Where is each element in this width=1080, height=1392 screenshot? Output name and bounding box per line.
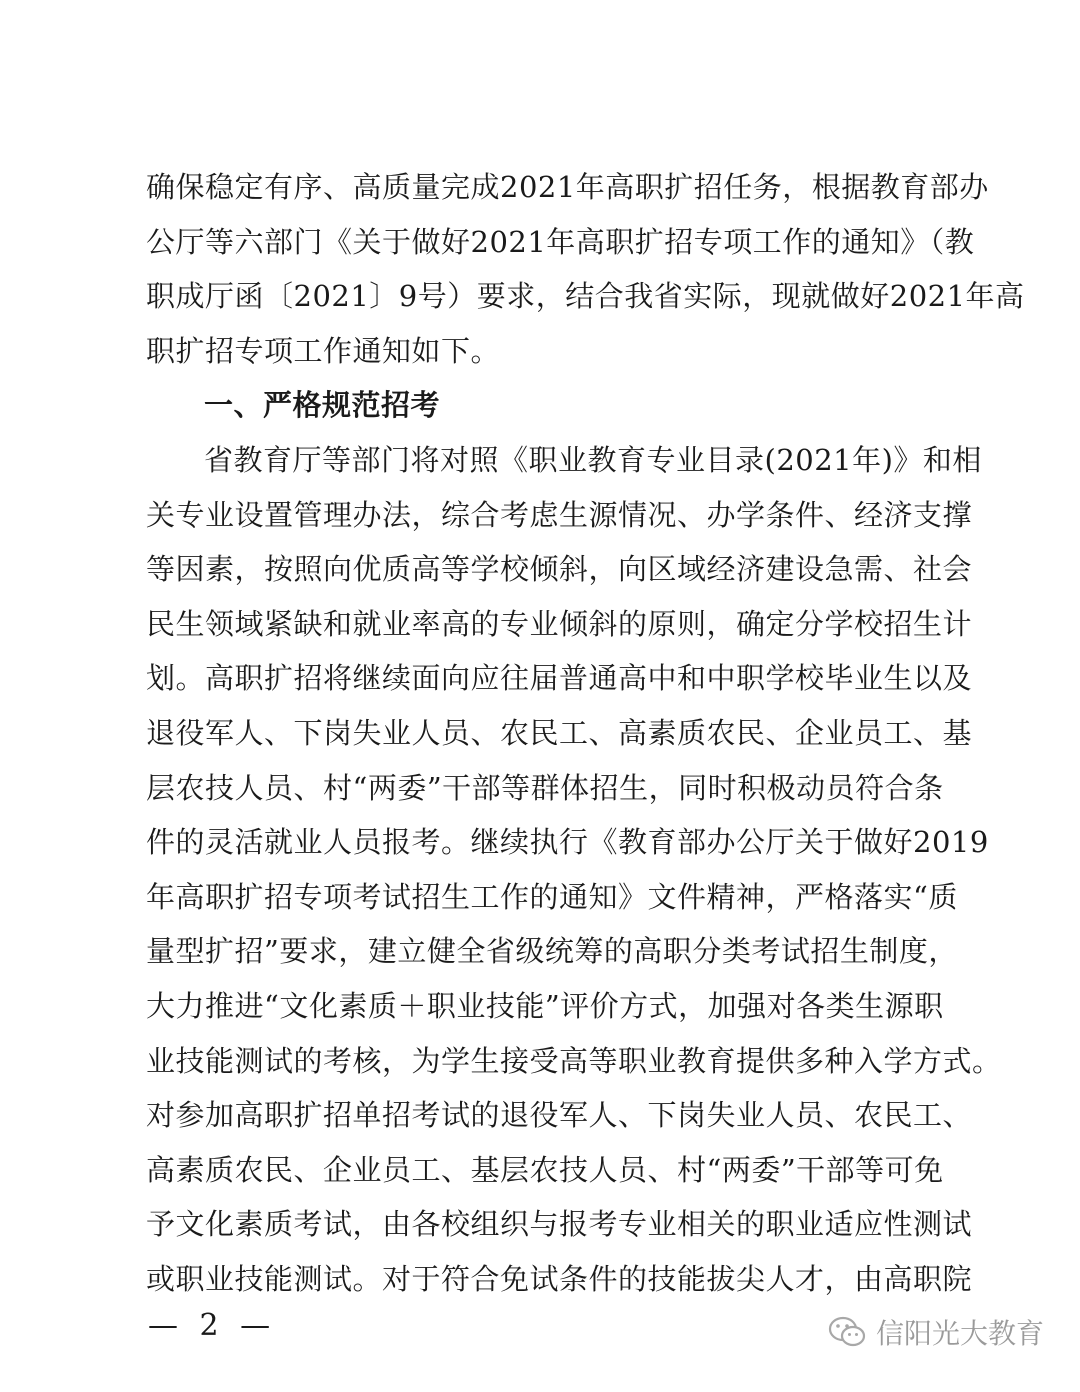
paragraph-line: 高素质农民、企业员工、基层农技人员、村“两委”干部等可免 bbox=[146, 1152, 944, 1187]
paragraph-line: 划。高职扩招将继续面向应往届普通高中和中职学校毕业生以及 bbox=[146, 661, 973, 696]
wechat-icon bbox=[828, 1315, 866, 1349]
paragraph-line: 予文化素质考试，由各校组织与报考专业相关的职业适应性测试 bbox=[146, 1207, 973, 1242]
paragraph-line: 年高职扩招专项考试招生工作的通知》文件精神，严格落实“质 bbox=[146, 879, 958, 914]
paragraph-line: 件的灵活就业人员报考。继续执行《教育部办公厅关于做好2019 bbox=[146, 825, 989, 860]
paragraph-line: 等因素，按照向优质高等学校倾斜，向区域经济建设急需、社会 bbox=[146, 552, 973, 587]
paragraph-line: 确保稳定有序、高质量完成2021年高职扩招任务，根据教育部办 bbox=[146, 170, 989, 204]
page-number: — 2 — bbox=[148, 1308, 277, 1343]
paragraph-line: 或职业技能测试。对于符合免试条件的技能拔尖人才，由高职院 bbox=[146, 1261, 973, 1296]
paragraph-line: 职扩招专项工作通知如下。 bbox=[146, 333, 501, 368]
paragraph-line: 对参加高职扩招单招考试的退役军人、下岗失业人员、农民工、 bbox=[146, 1098, 973, 1133]
watermark-text: 信阳光大教育 bbox=[875, 1317, 1044, 1350]
paragraph-line: 省教育厅等部门将对照《职业教育专业目录(2021年)》和相 bbox=[204, 442, 982, 477]
paragraph-line: 层农技人员、村“两委”干部等群体招生，同时积极动员符合条 bbox=[146, 770, 944, 805]
paragraph-line: 公厅等六部门《关于做好2021年高职扩招专项工作的通知》（教 bbox=[146, 224, 975, 259]
document-body bbox=[146, 160, 1025, 1306]
section-heading: 一、严格规范招考 bbox=[204, 388, 441, 423]
paragraph-line: 业技能测试的考核，为学生接受高等职业教育提供多种入学方式。 bbox=[146, 1043, 1002, 1078]
paragraph-line: 职成厅函〔2021〕9号）要求，结合我省实际，现就做好2021年高 bbox=[146, 279, 1025, 314]
paragraph-line: 退役军人、下岗失业人员、农民工、高素质农民、企业员工、基 bbox=[146, 715, 973, 750]
paragraph-line: 关专业设置管理办法，综合考虑生源情况、办学条件、经济支撑 bbox=[146, 497, 973, 532]
paragraph-line: 大力推进“文化素质＋职业技能”评价方式，加强对各类生源职 bbox=[146, 988, 944, 1023]
watermark bbox=[828, 1312, 1044, 1352]
paragraph-line: 民生领域紧缺和就业率高的专业倾斜的原则，确定分学校招生计 bbox=[146, 606, 973, 641]
paragraph-line: 量型扩招”要求，建立健全省级统筹的高职分类考试招生制度， bbox=[146, 934, 958, 969]
